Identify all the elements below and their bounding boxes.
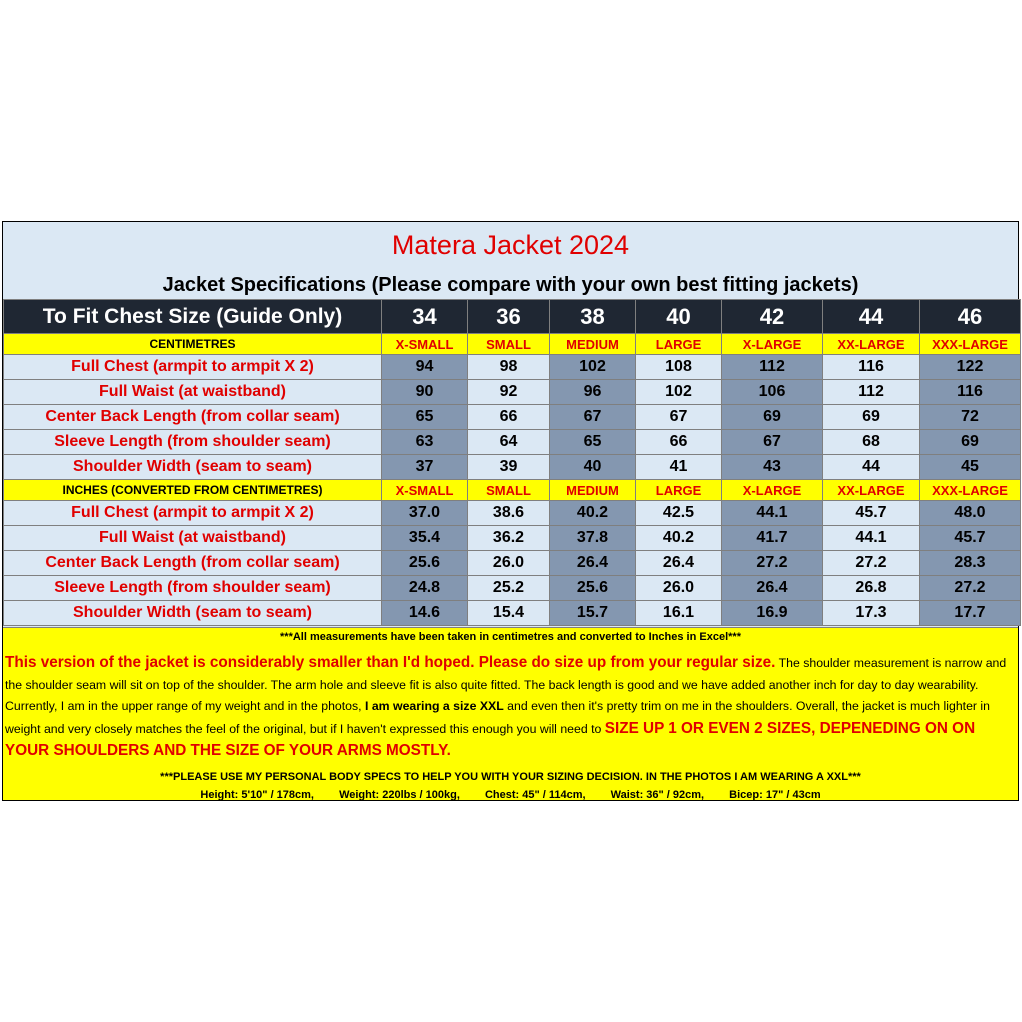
spec-weight: Weight: 220lbs / 100kg, [339,789,460,801]
measurement-value: 90 [382,380,468,405]
measurement-value: 27.2 [823,551,920,576]
measurement-value: 37 [382,455,468,480]
size-chart [2,221,1019,801]
measurement-value: 16.1 [636,601,722,626]
fit-description [5,652,1015,763]
fit-text-1: The shoulder measurement is narrow and the shoulder seam will sit on top of the shoulder. The arm hole and sleeve fit is also quite fitted. The back length is good and we have added another inch for day to day wearability. Currently, I am in the upper range of my weight and in the photos, [5,656,1007,713]
measurement-value: 15.4 [468,601,550,626]
size-name-cell: LARGE [636,334,722,355]
measurement-value: 69 [722,405,823,430]
measurement-value: 94 [382,355,468,380]
table-row [4,455,1021,480]
measurement-value: 41 [636,455,722,480]
measurement-value: 112 [722,355,823,380]
size-name-cell: XXX-LARGE [920,334,1021,355]
chest-size-34: 34 [382,300,468,334]
measurement-value: 26.4 [722,576,823,601]
measurement-value: 37.8 [550,526,636,551]
chest-size-36: 36 [468,300,550,334]
measurement-value: 40 [550,455,636,480]
size-name-cell: X-LARGE [722,334,823,355]
measurement-value: 37.0 [382,501,468,526]
measurement-label: Full Waist (at waistband) [4,526,382,551]
measurement-value: 65 [550,430,636,455]
size-up-instruction: SIZE UP 1 OR EVEN 2 SIZES, DEPENEDING ON ON YOUR SHOULDERS AND THE SIZE OF YOUR ARMS MOSTLY. [5,719,976,759]
measurement-value: 26.4 [636,551,722,576]
chest-size-header-row [4,300,1021,334]
measurement-value: 45 [920,455,1021,480]
table-row [4,355,1021,380]
chest-size-38: 38 [550,300,636,334]
measurement-value: 42.5 [636,501,722,526]
table-row [4,380,1021,405]
table-row [4,551,1021,576]
chart-subtitle: Jacket Specifications (Please compare with your own best fitting jackets) [162,274,859,296]
measurement-value: 66 [636,430,722,455]
size-name-cell: XXX-LARGE [920,480,1021,501]
measurement-value: 25.6 [382,551,468,576]
table-row [4,501,1021,526]
table-row [4,601,1021,626]
measurement-value: 64 [468,430,550,455]
measurement-value: 92 [468,380,550,405]
measurement-label: Shoulder Width (seam to seam) [4,601,382,626]
measurement-value: 65 [382,405,468,430]
measurement-value: 41.7 [722,526,823,551]
inches-section-label: INCHES (CONVERTED FROM CENTIMETRES) [4,480,382,501]
measurement-value: 45.7 [920,526,1021,551]
measurement-label: Center Back Length (from collar seam) [4,405,382,430]
measurement-value: 15.7 [550,601,636,626]
measurement-value: 68 [823,430,920,455]
size-name-cell: LARGE [636,480,722,501]
measurement-value: 39 [468,455,550,480]
measurement-value: 67 [636,405,722,430]
personal-specs-note: ***PLEASE USE MY PERSONAL BODY SPECS TO HELP YOU WITH YOUR SIZING DECISION. IN THE PHOTOS I AM WEARING A XXL*** [160,771,861,783]
measurement-label: Full Chest (armpit to armpit X 2) [4,355,382,380]
measurement-label: Sleeve Length (from shoulder seam) [4,430,382,455]
measurement-value: 44.1 [722,501,823,526]
measurement-value: 67 [722,430,823,455]
measurement-label: Full Chest (armpit to armpit X 2) [4,501,382,526]
measurement-value: 38.6 [468,501,550,526]
chest-size-42: 42 [722,300,823,334]
size-table [3,299,1021,626]
measurement-value: 48.0 [920,501,1021,526]
measurement-label: Shoulder Width (seam to seam) [4,455,382,480]
measurement-value: 35.4 [382,526,468,551]
personal-specs [3,789,1018,801]
chest-size-40: 40 [636,300,722,334]
measurement-value: 116 [823,355,920,380]
measurement-value: 112 [823,380,920,405]
size-up-warning: This version of the jacket is considerably smaller than I'd hoped. Please do size up from your regular size. [5,654,776,671]
chest-size-46: 46 [920,300,1021,334]
measurement-value: 44.1 [823,526,920,551]
centimetres-section-label: CENTIMETRES [4,334,382,355]
fit-text-bold: I am wearing a size XXL [365,699,504,713]
table-row [4,430,1021,455]
measurement-label: Sleeve Length (from shoulder seam) [4,576,382,601]
measurement-value: 66 [468,405,550,430]
chest-size-44: 44 [823,300,920,334]
size-name-cell: XX-LARGE [823,334,920,355]
chart-title: Matera Jacket 2024 [391,230,630,260]
size-name-cell: X-LARGE [722,480,823,501]
measurement-value: 63 [382,430,468,455]
measurement-value: 40.2 [636,526,722,551]
spec-chest: Chest: 45" / 114cm, [484,789,586,801]
measurement-value: 24.8 [382,576,468,601]
measurement-value: 69 [920,430,1021,455]
spec-waist: Waist: 36" / 92cm, [610,789,705,801]
table-row [4,526,1021,551]
measurement-value: 44 [823,455,920,480]
measurement-value: 25.2 [468,576,550,601]
measurement-value: 102 [550,355,636,380]
measurement-value: 25.6 [550,576,636,601]
measurement-value: 26.8 [823,576,920,601]
measurement-label: Center Back Length (from collar seam) [4,551,382,576]
measurement-value: 108 [636,355,722,380]
chest-size-header-label: To Fit Chest Size (Guide Only) [4,300,382,334]
size-name-cell: SMALL [468,480,550,501]
size-name-cell: SMALL [468,334,550,355]
spec-bicep: Bicep: 17" / 43cm [729,789,821,801]
measurement-value: 106 [722,380,823,405]
size-name-cell: XX-LARGE [823,480,920,501]
fit-text-2: and even then it's pretty trim on me in the shoulders. Overall, the jacket is much lighter in weight and very closely matches the feel of the original, but if I haven't expressed this enough you will need to [5,699,991,736]
measurement-value: 69 [823,405,920,430]
size-name-cell: X-SMALL [382,334,468,355]
measurement-value: 14.6 [382,601,468,626]
measurement-value: 102 [636,380,722,405]
measurement-value: 16.9 [722,601,823,626]
measurement-value: 26.4 [550,551,636,576]
measurement-value: 36.2 [468,526,550,551]
centimetres-section-row [4,334,1021,355]
measurement-value: 26.0 [636,576,722,601]
title-band [3,222,1018,300]
measurement-note: ***All measurements have been taken in centimetres and converted to Inches in Excel*** [280,631,741,643]
measurement-value: 67 [550,405,636,430]
notes-panel [3,627,1018,800]
size-name-cell: MEDIUM [550,334,636,355]
measurement-value: 72 [920,405,1021,430]
measurement-value: 17.3 [823,601,920,626]
spec-height: Height: 5'10" / 178cm, [200,789,314,801]
size-name-cell: MEDIUM [550,480,636,501]
measurement-label: Full Waist (at waistband) [4,380,382,405]
measurement-value: 27.2 [920,576,1021,601]
measurement-value: 26.0 [468,551,550,576]
measurement-value: 28.3 [920,551,1021,576]
inches-section-row [4,480,1021,501]
measurement-value: 40.2 [550,501,636,526]
measurement-value: 122 [920,355,1021,380]
measurement-value: 45.7 [823,501,920,526]
measurement-value: 43 [722,455,823,480]
table-row [4,405,1021,430]
measurement-value: 116 [920,380,1021,405]
measurement-value: 96 [550,380,636,405]
measurement-value: 17.7 [920,601,1021,626]
size-name-cell: X-SMALL [382,480,468,501]
table-row [4,576,1021,601]
measurement-value: 98 [468,355,550,380]
measurement-value: 27.2 [722,551,823,576]
